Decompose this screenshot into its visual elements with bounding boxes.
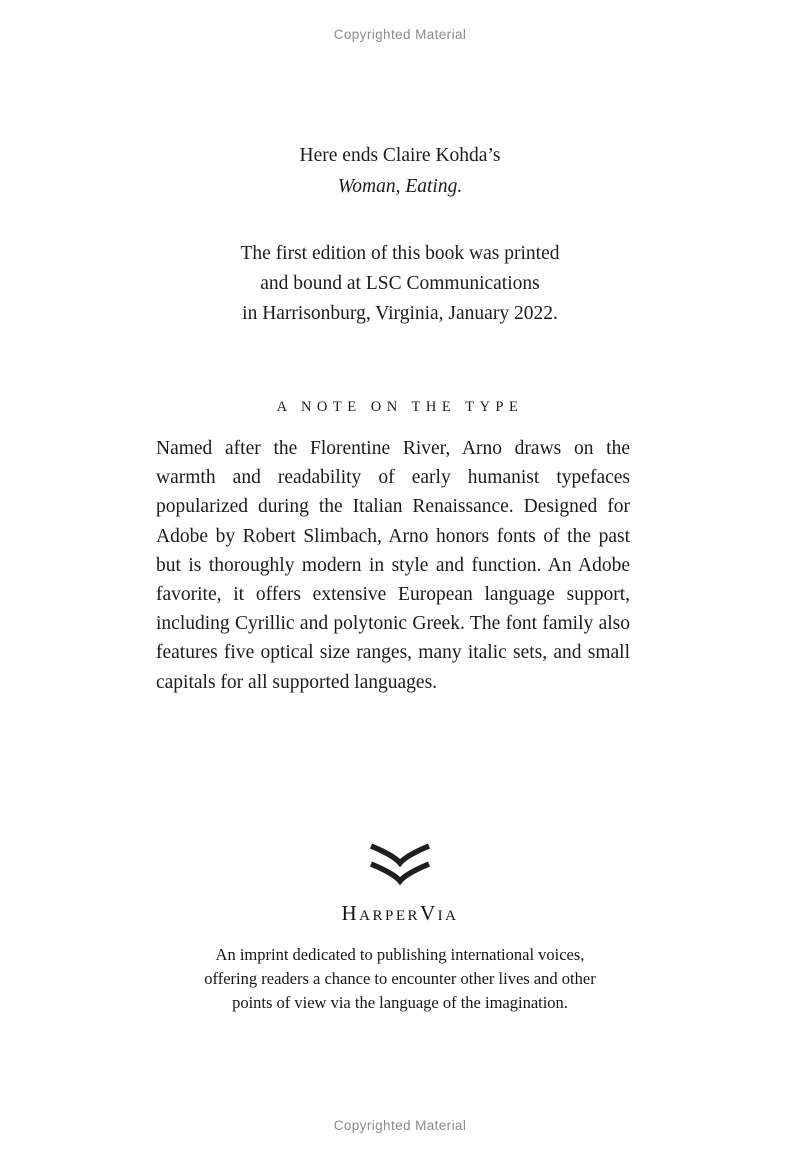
publisher-block bbox=[0, 843, 800, 1015]
edition-line-2: and bound at LSC Communications bbox=[260, 273, 540, 294]
edition-line-3: in Harrisonburg, Virginia, January 2022. bbox=[242, 303, 558, 324]
book-title: Woman, Eating. bbox=[337, 176, 463, 197]
note-on-the-type-body: Named after the Florentine River, Arno draws on the warmth and readability of early humanist typefaces popularized during the Italian Renaissance. Designed for Adobe by Robert Slimbach, Arno honors fonts of the past but is thoroughly modern in style and function. An Adobe favorite, it offers extensive European language support, including Cyrillic and polytonic Greek. The font family also features five optical size ranges, many italic sets, and small capitals for all supported languages. bbox=[156, 438, 630, 693]
tagline-line-1: An imprint dedicated to publishing international voices, bbox=[215, 945, 585, 964]
tagline-line-3: points of view via the language of the imagination. bbox=[232, 993, 568, 1012]
note-on-the-type-heading: A NOTE ON THE TYPE bbox=[276, 399, 524, 415]
tagline-line-2: offering readers a chance to encounter other lives and other bbox=[204, 969, 596, 988]
publisher-wordmark: HarperVia bbox=[341, 901, 459, 925]
copyrighted-material-top: Copyrighted Material bbox=[333, 27, 467, 42]
publisher-tagline bbox=[0, 943, 800, 1015]
edition-line-1: The first edition of this book was printed bbox=[240, 243, 560, 264]
harpervia-logo-icon bbox=[368, 843, 432, 894]
copyrighted-material-bottom: Copyrighted Material bbox=[333, 1118, 467, 1133]
book-end-note bbox=[0, 140, 800, 202]
book-end-line: Here ends Claire Kohda’s bbox=[299, 145, 501, 166]
edition-note bbox=[0, 239, 800, 329]
